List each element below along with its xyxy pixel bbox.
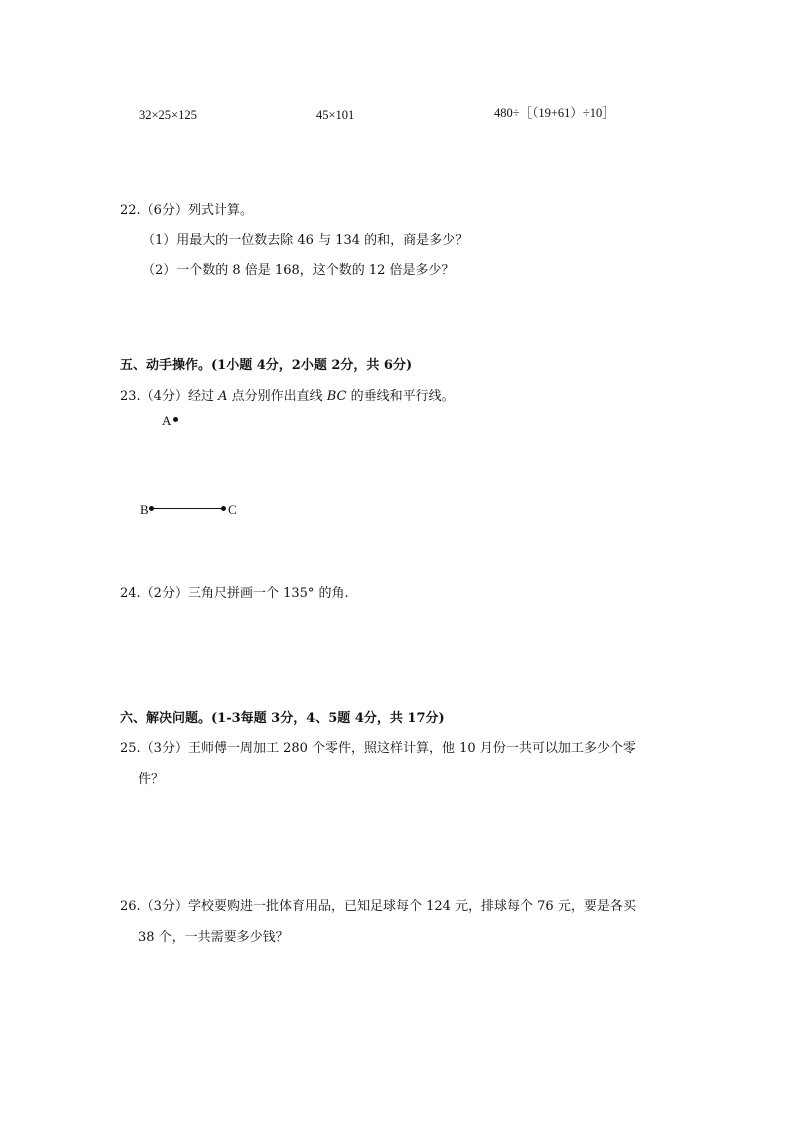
point-a-label: A [162, 413, 172, 428]
question-23-prefix: 23.（4分）经过 [120, 389, 219, 404]
calc-expression-1: 32×25×125 [139, 108, 197, 122]
calc-expression-3: 480÷［（19+61）÷10］ [494, 106, 615, 120]
question-23-text [120, 390, 455, 403]
section-5-title: 五、动手操作。(1小题 4分，2小题 2分，共 6分) [120, 358, 413, 373]
question-23-suffix: 的垂线和平行线。 [346, 389, 455, 404]
section-6-title: 六、解决问题。(1-3每题 3分，4、5题 4分，共 17分) [120, 711, 445, 726]
question-25-line-2: 件？ [138, 772, 165, 787]
question-23-middle: 点分别作出直线 [227, 389, 327, 404]
question-25-line-1: 25.（3分）王师傅一周加工 280 个零件，照这样计算，他 10 月份一共可以加工多少个零 [120, 741, 636, 756]
point-a [173, 417, 178, 422]
question-26-line-1: 26.（3分）学校要购进一批体育用品，已知足球每个 124 元，排球每个 76 元，要是各买 [120, 899, 636, 914]
line-segment-bc [152, 508, 224, 509]
question-22-subquestion-1: （1）用最大的一位数去除 46 与 134 的和，商是多少？ [142, 233, 469, 248]
question-22-subquestion-2: （2）一个数的 8 倍是 168，这个数的 12 倍是多少？ [142, 263, 455, 278]
question-23-line-bc-reference: BC [326, 389, 347, 404]
question-22-title: 22.（6分）列式计算。 [120, 203, 253, 218]
question-23-point-a-reference: A [218, 389, 228, 404]
question-26-line-2: 38 个，一共需要多少钱？ [138, 930, 289, 945]
question-24-text: 24.（2分）三角尺拼画一个 135° 的角. [120, 586, 349, 601]
point-c-label: C [228, 502, 237, 517]
calc-expression-2: 45×101 [316, 108, 355, 122]
point-c [221, 506, 226, 511]
point-b-label: B [140, 502, 149, 517]
